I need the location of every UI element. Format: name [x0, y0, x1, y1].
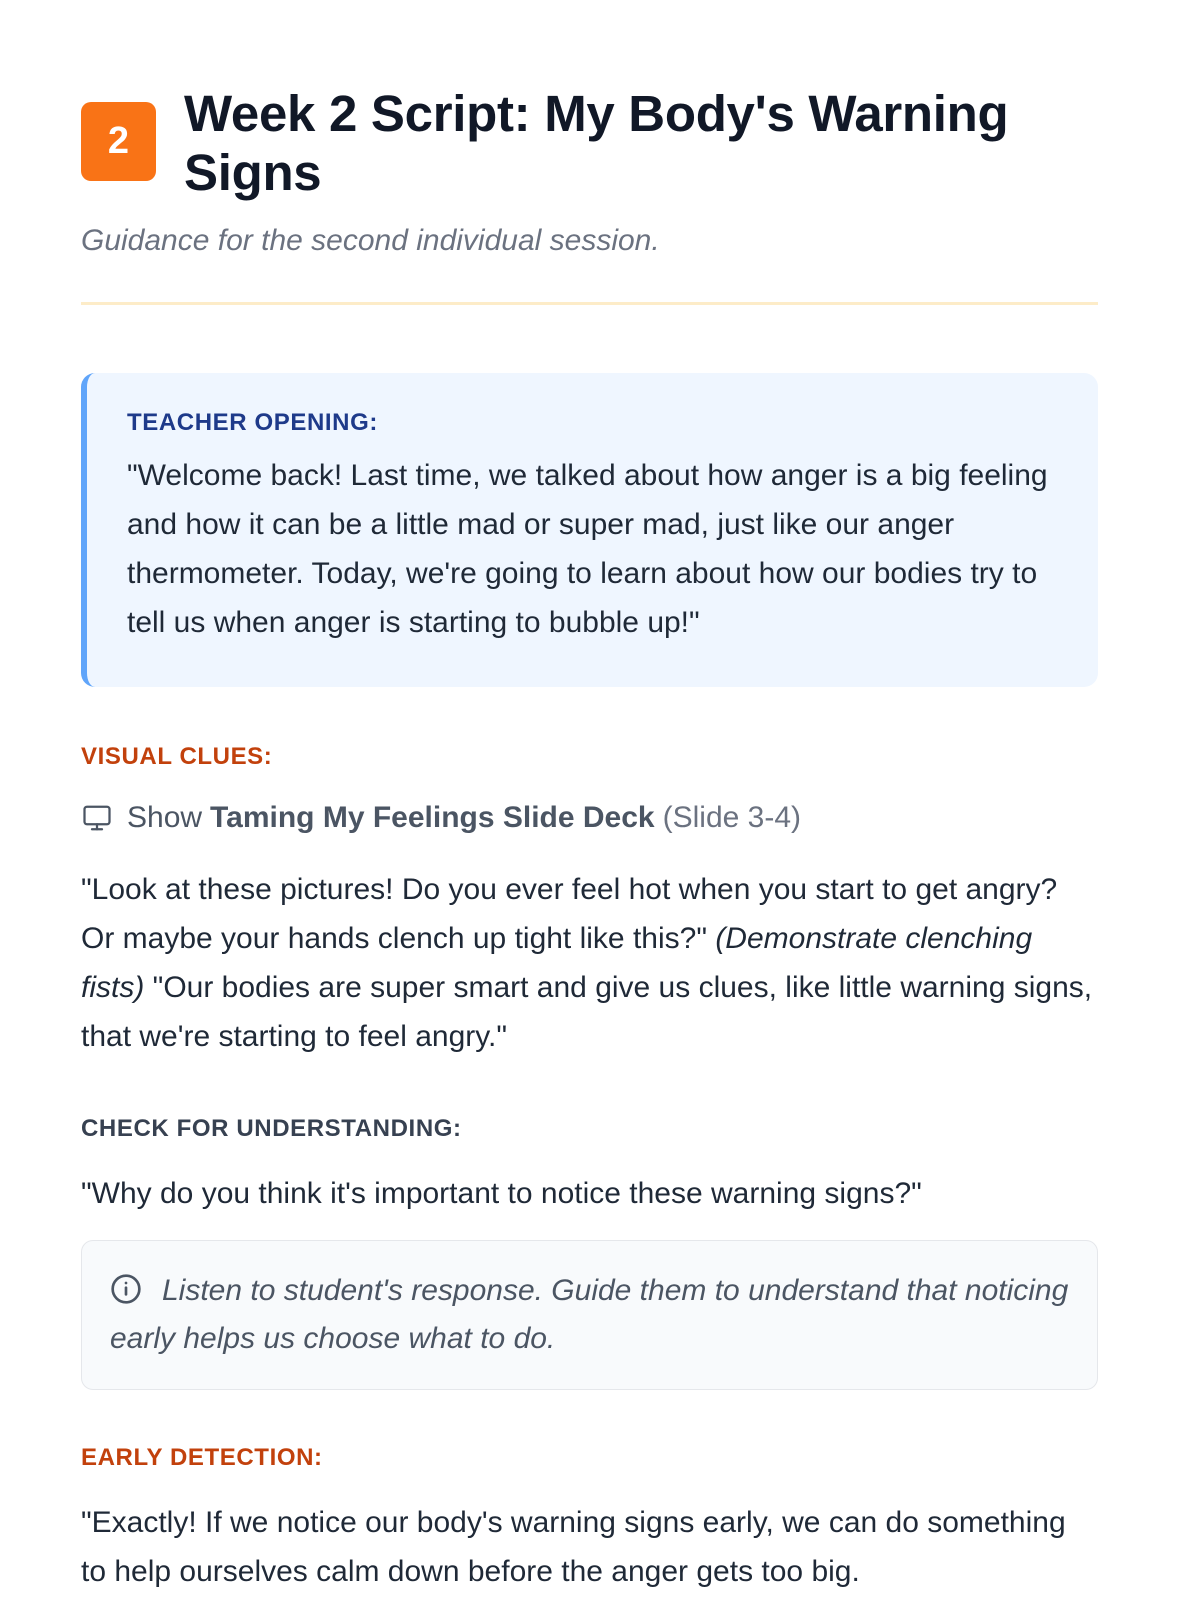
monitor-icon — [81, 803, 113, 833]
teacher-opening-card — [81, 373, 1098, 687]
slide-deck-title: Taming My Feelings Slide Deck — [210, 801, 655, 834]
early-detection-heading: EARLY DETECTION: — [81, 1444, 323, 1471]
early-detection-text: "Exactly! If we notice our body's warning signs early, we can do something to help ourselves calm down before the anger gets too big. — [81, 1506, 1066, 1588]
visual-clues-text — [81, 865, 1098, 1061]
check-question: "Why do you think it's important to notice these warning signs?" — [81, 1177, 922, 1210]
slide-range: (Slide 3-4) — [662, 801, 802, 834]
check-for-understanding-heading: CHECK FOR UNDERSTANDING: — [81, 1115, 462, 1142]
info-icon — [110, 1273, 142, 1305]
header-divider — [81, 302, 1098, 305]
slide-reference — [81, 801, 1098, 835]
visual-clues-text-part2: "Our bodies are super smart and give us clues, like little warning signs, that we're starting to feel angry." — [81, 971, 1093, 1053]
page-header — [81, 0, 1098, 202]
visual-clues-text-part1: "Look at these pictures! Do you ever feel hot when you start to get angry? Or maybe your hands clench up tight like this?" — [81, 873, 1058, 955]
visual-clues-heading: VISUAL CLUES: — [81, 743, 273, 770]
teacher-note-text: Listen to student's response. Guide them to understand that noticing early helps us choose what to do. — [110, 1274, 1069, 1355]
slide-prefix: Show — [127, 801, 203, 834]
teacher-opening-heading: TEACHER OPENING: — [127, 409, 378, 436]
teacher-opening-text: "Welcome back! Last time, we talked about how anger is a big feeling and how it can be a little mad or super mad, just like our anger thermometer. Today, we're going to learn about how our bodies try to tell us when anger is starting to bubble up!" — [127, 459, 1048, 639]
week-number-badge: 2 — [81, 102, 156, 181]
stage-direction: (Demonstrate clenching fists) — [81, 922, 1033, 1004]
page-title: Week 2 Script: My Body's Warning Signs — [184, 85, 1009, 201]
teacher-note — [81, 1240, 1098, 1390]
page-subtitle: Guidance for the second individual session. — [81, 224, 660, 257]
